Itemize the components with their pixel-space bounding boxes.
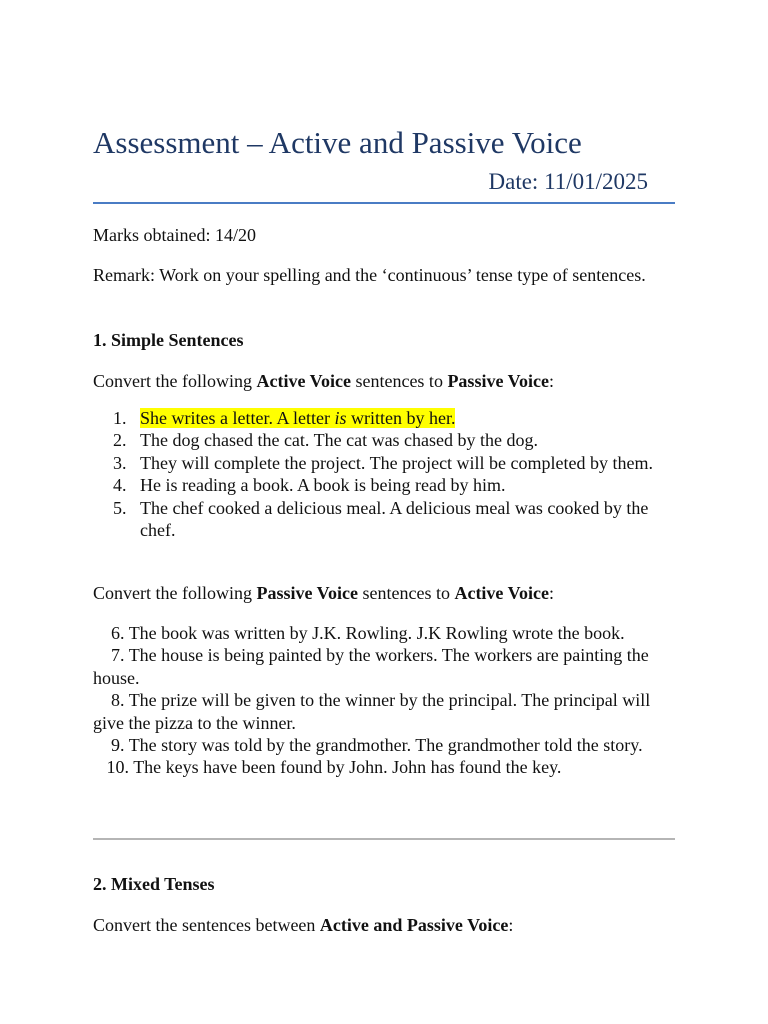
list-item-text: The book was written by J.K. Rowling. J.K Rowling wrote the book. xyxy=(128,623,625,643)
teacher-remark: Remark: Work on your spelling and the ‘continuous’ tense type of sentences. xyxy=(93,265,646,285)
instruction-text: Convert the following xyxy=(93,583,257,603)
list-item xyxy=(93,756,675,778)
instruction-mixed xyxy=(93,914,513,936)
list-item-text: She writes a letter. A letter xyxy=(140,408,335,428)
list-item-number: 10. xyxy=(106,757,129,778)
active-to-passive-list xyxy=(93,407,675,541)
list-item xyxy=(93,474,675,496)
list-item xyxy=(93,497,675,542)
list-item-text: They will complete the project. The project will be completed by them. xyxy=(140,452,654,473)
instruction-text: : xyxy=(508,915,514,935)
list-item-number: 9. xyxy=(111,735,125,756)
list-item-text: He is reading a book. A book is being read by him. xyxy=(140,475,506,496)
passive-to-active-list xyxy=(93,622,675,779)
instruction-text: sentences to xyxy=(350,371,448,391)
list-item-italic: is xyxy=(334,408,347,428)
list-item-text: The dog chased the cat. The cat was chased by the dog. xyxy=(140,430,539,451)
instruction-text: sentences to xyxy=(357,583,455,603)
title-underline xyxy=(93,202,675,204)
highlighted-answer xyxy=(140,408,455,428)
instruction-active-to-passive xyxy=(93,370,554,392)
section-heading-mixed-tenses: 2. Mixed Tenses xyxy=(93,874,215,894)
list-item-text: The prize will be given to the winner by the principal. The principal will give the pizza to the winner. xyxy=(93,690,651,733)
marks-obtained: Marks obtained: 14/20 xyxy=(93,225,256,245)
instruction-bold-term: Active Voice xyxy=(256,371,351,391)
document-date: Date: 11/01/2025 xyxy=(488,169,648,194)
list-item xyxy=(93,429,675,451)
list-item xyxy=(93,407,675,429)
list-item-number: 2. xyxy=(113,430,127,451)
list-item-text: The chef cooked a delicious meal. A delicious meal was cooked by the chef. xyxy=(140,497,649,541)
list-item-number: 1. xyxy=(113,408,127,428)
instruction-bold-term: Passive Voice xyxy=(447,371,549,391)
list-item-text: written by her. xyxy=(346,408,456,428)
instruction-text: : xyxy=(548,371,554,391)
list-item xyxy=(93,622,675,644)
list-item-text: The keys have been found by John. John has found the key. xyxy=(133,757,562,778)
section-heading-simple-sentences: 1. Simple Sentences xyxy=(93,330,244,350)
list-item-number: 4. xyxy=(113,475,127,496)
list-item-number: 5. xyxy=(113,497,127,518)
instruction-text: Convert the following xyxy=(93,371,257,391)
list-item-text: The house is being painted by the workers. The workers are painting the house. xyxy=(93,645,649,688)
instruction-passive-to-active xyxy=(93,582,554,604)
list-item-number: 3. xyxy=(113,452,127,473)
instruction-bold-term: Active Voice xyxy=(454,583,549,603)
instruction-bold-term: Active and Passive Voice xyxy=(319,915,509,935)
instruction-bold-term: Passive Voice xyxy=(256,583,358,603)
list-item xyxy=(93,734,675,756)
section-divider xyxy=(93,838,675,840)
instruction-text: Convert the sentences between xyxy=(93,915,320,935)
list-item xyxy=(93,644,675,689)
list-item-text: The story was told by the grandmother. The grandmother told the story. xyxy=(128,735,643,756)
list-item-number: 7. xyxy=(111,645,125,666)
list-item xyxy=(93,452,675,474)
instruction-text: : xyxy=(548,583,554,603)
document-title: Assessment – Active and Passive Voice xyxy=(93,125,582,160)
list-item-number: 8. xyxy=(111,690,125,711)
list-item xyxy=(93,689,675,734)
list-item-number: 6. xyxy=(111,623,125,643)
